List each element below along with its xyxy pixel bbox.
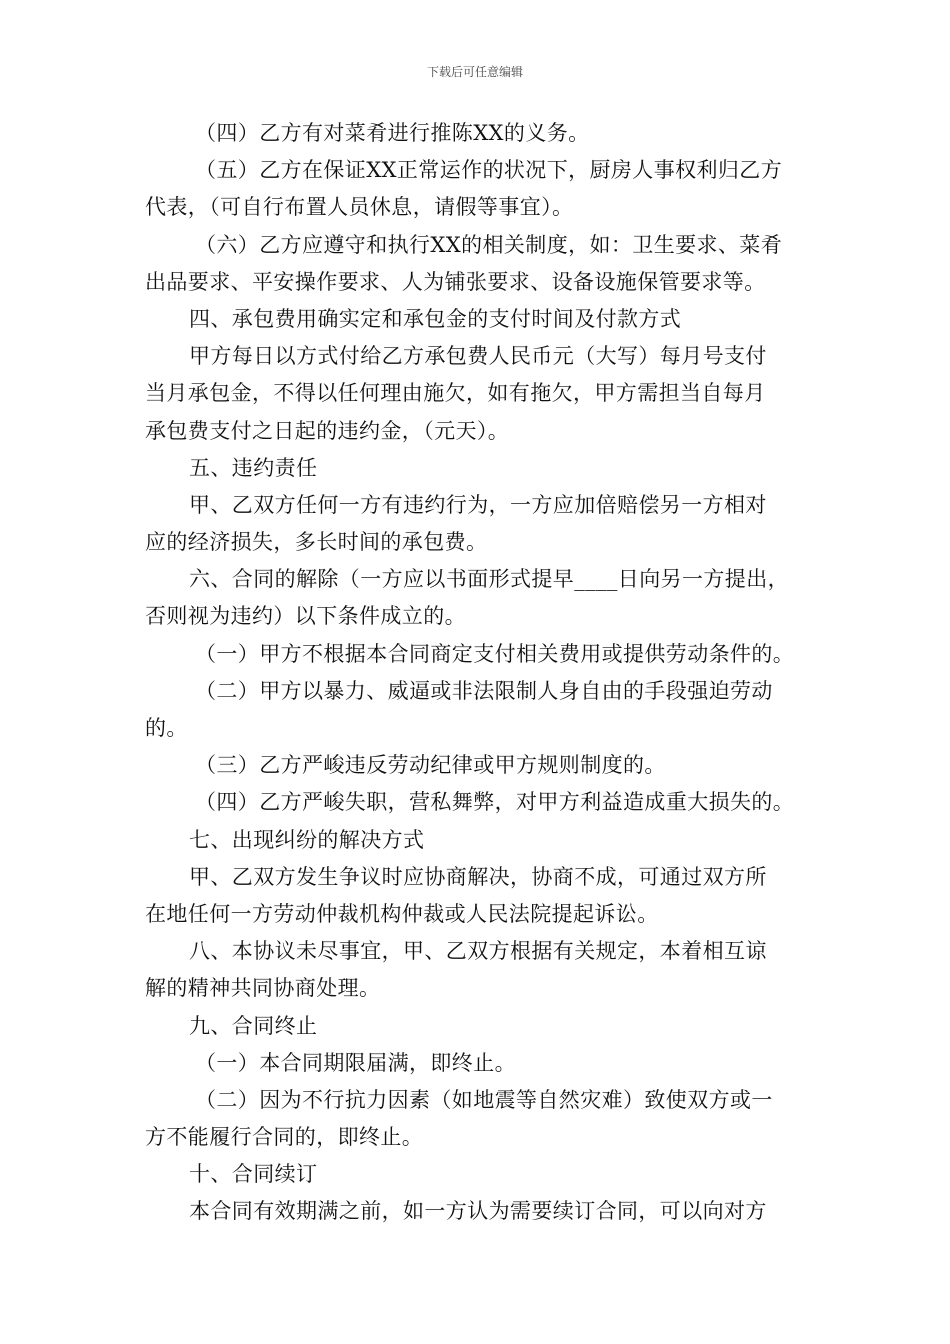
paragraph-line: （一）甲方不根据本合同商定支付相关费用或提供劳动条件的。 [195, 641, 795, 666]
paragraph-line: （三）乙方严峻违反劳动纪律或甲方规则制度的。 [195, 753, 666, 778]
paragraph-line: （二）甲方以暴力、威逼或非法限制人身自由的手段强迫劳动 [195, 678, 773, 703]
paragraph-line: 六、合同的解除（一方应以书面形式提早____日向另一方提出， [189, 567, 789, 592]
paragraph-line: 否则视为违约）以下条件成立的。 [145, 604, 466, 629]
paragraph-line: 甲、乙双方发生争议时应协商解决，协商不成，可通过双方所 [189, 864, 767, 889]
paragraph-line: 本合同有效期满之前，如一方认为需要续订合同，可以向对方 [189, 1199, 767, 1224]
paragraph-line: （四）乙方严峻失职，营私舞弊，对甲方利益造成重大损失的。 [195, 790, 795, 815]
paragraph-line: 四、承包费用确实定和承包金的支付时间及付款方式 [189, 306, 682, 331]
paragraph-line: （六）乙方应遵守和执行XX的相关制度，如：卫生要求、菜肴 [195, 232, 783, 257]
paragraph-line: （四）乙方有对菜肴进行推陈XX的义务。 [195, 121, 590, 145]
paragraph-line: 的。 [145, 716, 188, 740]
paragraph-line: 承包费支付之日起的违约金，（元天）。 [145, 418, 510, 443]
paragraph-line: 九、合同终止 [189, 1013, 318, 1038]
paragraph-line: 代表，（可自行布置人员休息，请假等事宜）。 [145, 195, 574, 220]
paragraph-line: 甲方每日以方式付给乙方承包费人民币元（大写）每月号支付 [189, 344, 767, 369]
paragraph-line: 解的精神共同协商处理。 [145, 976, 381, 1001]
paragraph-line: （一）本合同期限届满，即终止。 [195, 1050, 516, 1075]
paragraph-line: 在地任何一方劳动仲裁机构仲裁或人民法院提起诉讼。 [145, 901, 659, 926]
paragraph-line: 方不能履行合同的，即终止。 [145, 1125, 424, 1150]
paragraph-line: 八、本协议未尽事宜，甲、乙双方根据有关规定，本着相互谅 [189, 939, 767, 964]
paragraph-line: 七、出现纠纷的解决方式 [189, 827, 425, 852]
paragraph-line: 应的经济损失，多长时间的承包费。 [145, 530, 488, 555]
page-header-note: 下载后可任意编辑 [426, 65, 523, 79]
paragraph-line: 五、违约责任 [189, 455, 318, 480]
paragraph-line: 十、合同续订 [189, 1162, 318, 1187]
paragraph-line: （二）因为不行抗力因素（如地震等自然灾难）致使双方或一 [195, 1087, 773, 1112]
paragraph-line: 出品要求、平安操作要求、人为铺张要求、设备设施保管要求等。 [145, 269, 766, 294]
paragraph-line: （五）乙方在保证XX正常运作的状况下，厨房人事权利归乙方 [195, 158, 783, 183]
paragraph-line: 甲、乙双方任何一方有违约行为，一方应加倍赔偿另一方相对 [189, 492, 767, 517]
paragraph-line: 当月承包金，不得以任何理由施欠，如有拖欠，甲方需担当自每月 [145, 381, 766, 406]
document-body [145, 115, 815, 1231]
